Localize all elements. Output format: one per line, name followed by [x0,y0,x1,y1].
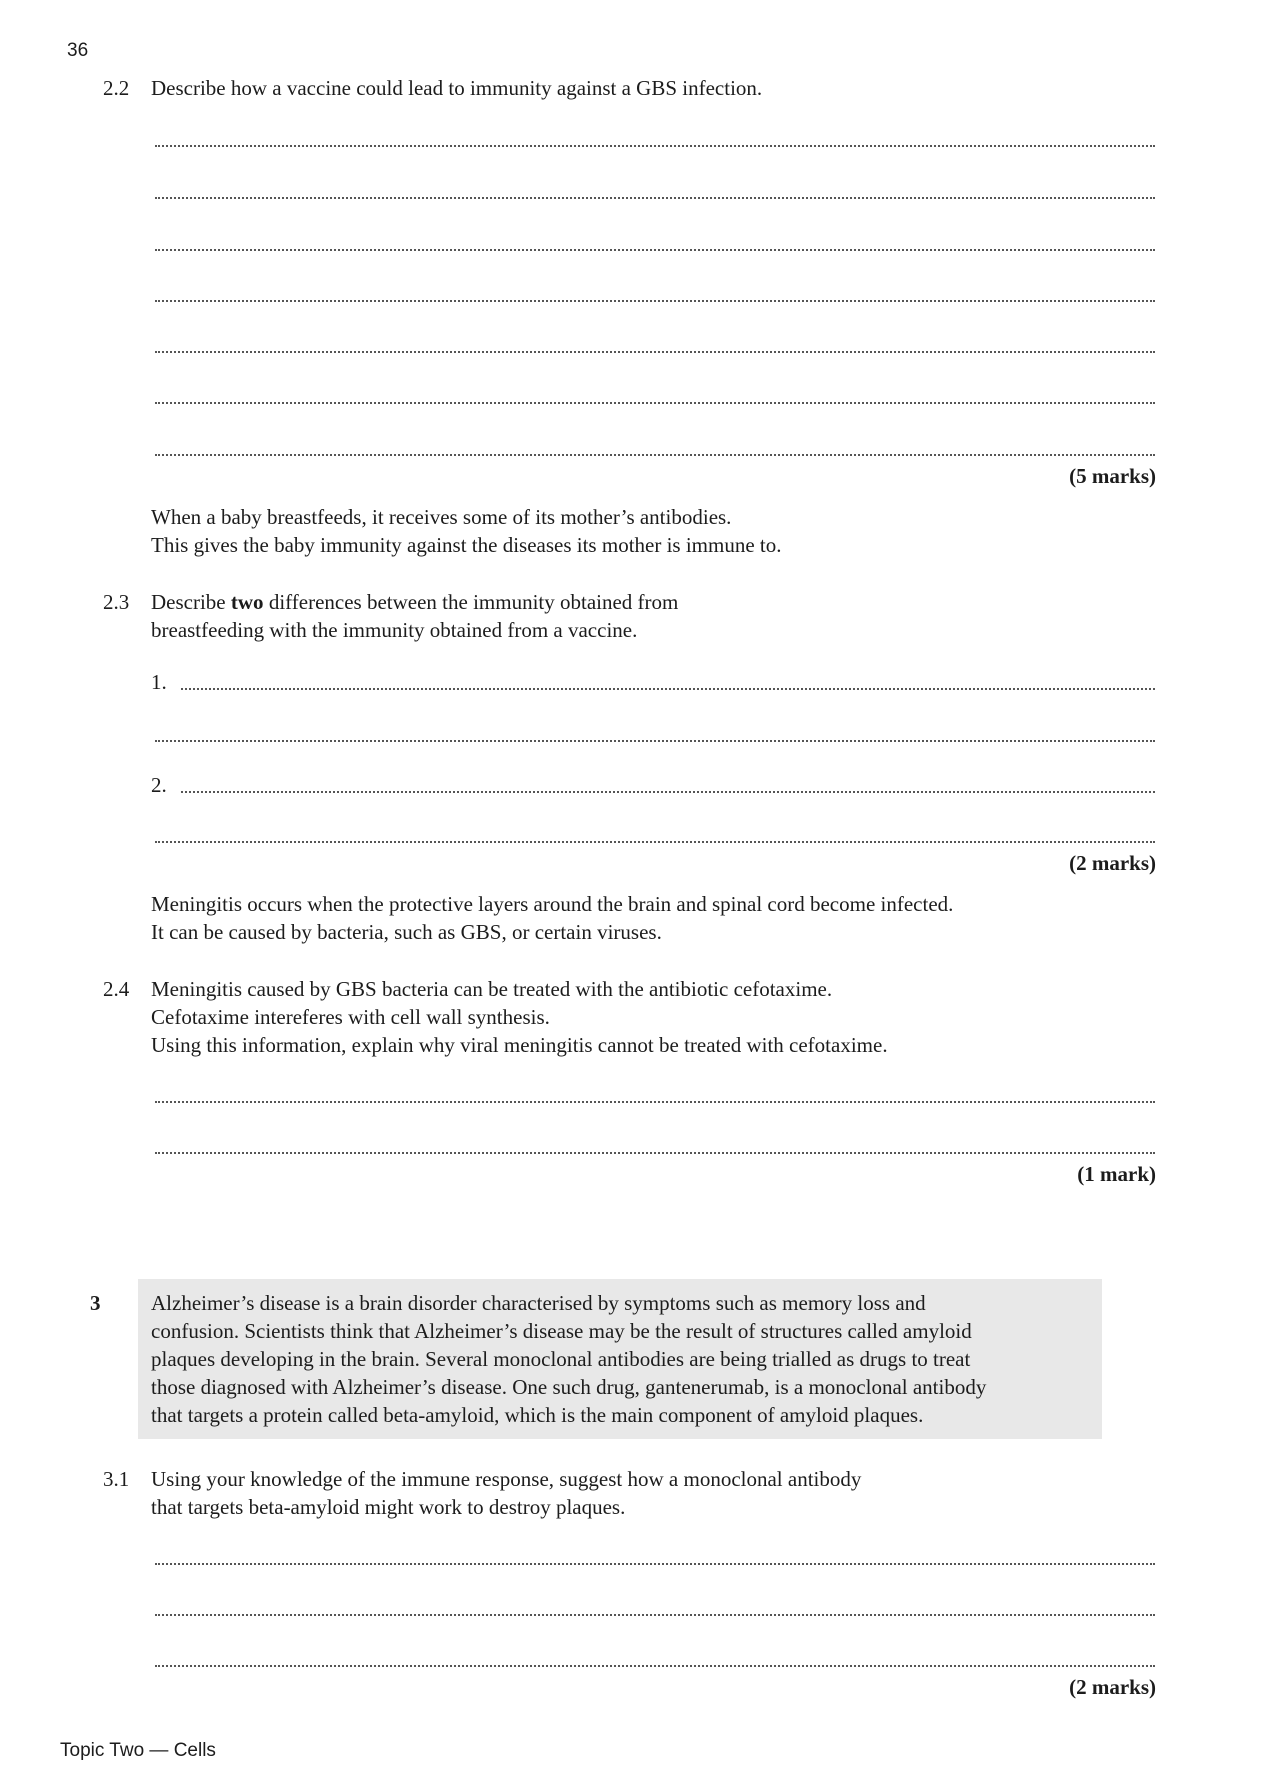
answer-label-2: 2. [151,773,167,797]
question-2-4-line-1: Meningitis caused by GBS bacteria can be treated with the antibiotic cefotaxime. [151,977,833,1001]
question-3-1-line-2: that targets beta-amyloid might work to destroy plaques. [151,1495,626,1519]
marks-2-4: (1 mark) [1077,1162,1156,1186]
answer-line[interactable] [155,454,1155,456]
answer-line[interactable] [155,197,1155,199]
context-meningitis-line-2: It can be caused by bacteria, such as GBS, or certain viruses. [151,920,662,944]
context-breastfeed-line-1: When a baby breastfeeds, it receives some of its mother’s antibodies. [151,505,732,529]
answer-line[interactable] [181,791,1155,793]
answer-line[interactable] [155,1152,1155,1154]
answer-line[interactable] [155,249,1155,251]
question-2-3-text-b: differences between the immunity obtained from [263,590,679,614]
answer-line[interactable] [155,1665,1155,1667]
intro-line: confusion. Scientists think that Alzheimer’s disease may be the result of structures called amyloid [151,1319,972,1343]
question-3-number: 3 [90,1291,101,1315]
intro-line: Alzheimer’s disease is a brain disorder characterised by symptoms such as memory loss and [151,1291,926,1315]
question-3-intro [151,1289,1091,1429]
answer-line[interactable] [155,1563,1155,1565]
marks-2-3: (2 marks) [1069,851,1156,875]
answer-line[interactable] [155,402,1155,404]
page-footer: Topic Two — Cells [60,1740,216,1761]
question-2-4-number: 2.4 [103,977,130,1001]
question-2-2-number: 2.2 [103,76,130,100]
answer-line[interactable] [155,740,1155,742]
intro-line: those diagnosed with Alzheimer’s disease. One such drug, gantenerumab, is a monoclonal antibody [151,1375,987,1399]
answer-label-1: 1. [151,670,167,694]
question-3-1-line-1: Using your knowledge of the immune response, suggest how a monoclonal antibody [151,1467,862,1491]
marks-3-1: (2 marks) [1069,1675,1156,1699]
answer-line[interactable] [181,688,1155,690]
intro-line: plaques developing in the brain. Several monoclonal antibodies are being trialled as drugs to treat [151,1347,971,1371]
question-2-3-emphasis: two [230,590,264,614]
answer-line[interactable] [155,1614,1155,1616]
intro-line: that targets a protein called beta-amyloid, which is the main component of amyloid plaques. [151,1403,924,1427]
context-breastfeed-line-2: This gives the baby immunity against the diseases its mother is immune to. [151,533,782,557]
question-2-3-text-a: Describe [151,590,231,614]
answer-line[interactable] [155,841,1155,843]
question-2-4-line-3: Using this information, explain why viral meningitis cannot be treated with cefotaxime. [151,1033,888,1057]
question-3-1-number: 3.1 [103,1467,130,1491]
marks-2-2: (5 marks) [1069,464,1156,488]
question-2-3-number: 2.3 [103,590,130,614]
answer-line[interactable] [155,351,1155,353]
answer-line[interactable] [155,1101,1155,1103]
context-meningitis-line-1: Meningitis occurs when the protective layers around the brain and spinal cord become infected. [151,892,954,916]
question-2-2-text: Describe how a vaccine could lead to immunity against a GBS infection. [151,76,763,100]
question-2-3-line-2: breastfeeding with the immunity obtained from a vaccine. [151,618,638,642]
answer-line[interactable] [155,145,1155,147]
answer-line[interactable] [155,300,1155,302]
question-2-3-text [151,588,678,616]
page-number: 36 [67,40,89,61]
question-2-4-line-2: Cefotaxime intereferes with cell wall synthesis. [151,1005,550,1029]
